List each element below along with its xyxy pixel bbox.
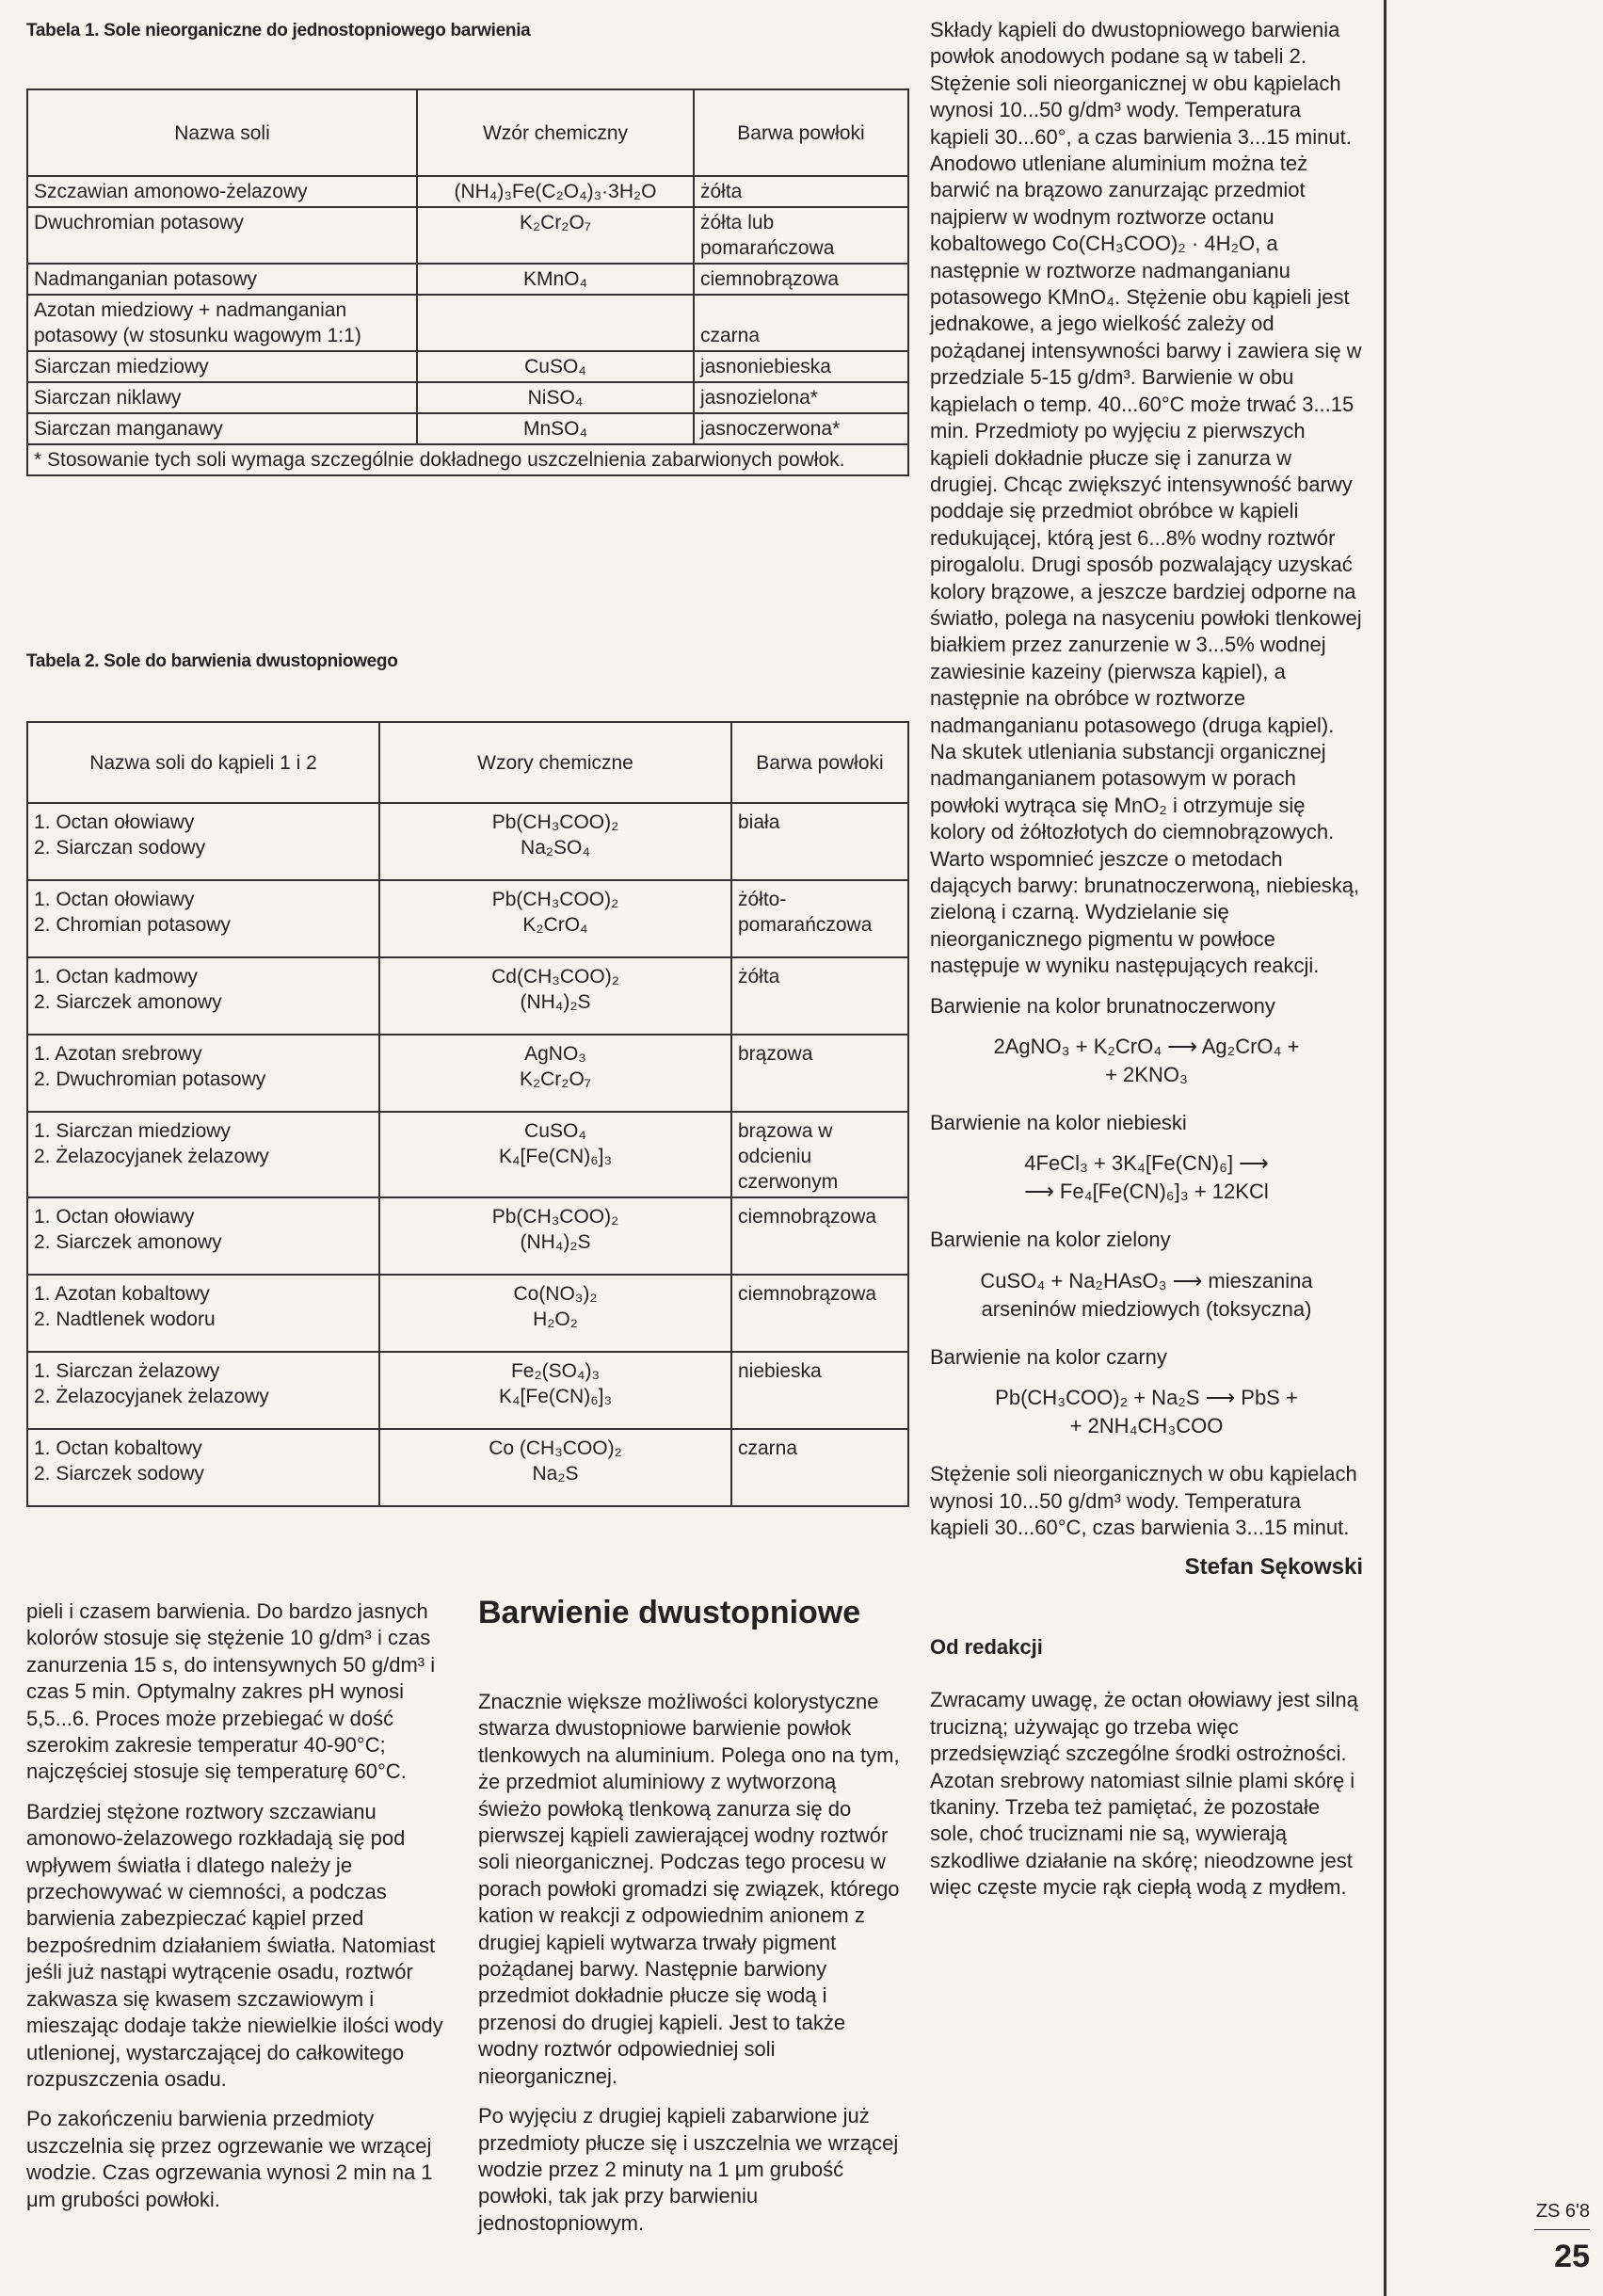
reaction-equation: 4FeCl₃ + 3K₄[Fe(CN)₆] ⟶ ⟶ Fe₄[Fe(CN)₆]₃ + 12KCl <box>1024 1151 1269 1204</box>
table-row <box>27 382 908 413</box>
color: jasnozielona* <box>694 382 908 413</box>
formulas: Pb(CH₃COO)₂ K₂CrO₄ <box>379 880 731 957</box>
table1-title: Tabela 1. Sole nieorganiczne do jednostopniowego barwienia <box>26 21 531 40</box>
formulas: Co (CH₃COO)₂ Na₂S <box>379 1429 731 1506</box>
middle-column <box>478 1689 902 2250</box>
salt-names: 1. Octan ołowiawy 2. Chromian potasowy <box>27 880 379 957</box>
salt-names: 1. Octan kobaltowy 2. Siarczek sodowy <box>27 1429 379 1506</box>
paragraph: Anodowo utleniane aluminium można też barwić na brązowo zanurzając przedmiot najpierw w wodnym roztworze octanu kobaltowego Co(CH₃COO)₂ · 4H₂O, a następnie w roztworze nadmanganianu potasowego KMnO₄. Stężenie obu kąpieli jest jednakowe, a jego wielkość zależy od pożądanej intensywności barwy i zawiera się w przedziale 5-15 g/dm³. Barwienie w obu kąpielach o temp. 40...60°C może trwać 3...15 min. Przedmioty po wyjęciu z pierwszych kąpieli dokładnie płucze się i zanurza w drugiej. Chcąc zwiększyć intensywność barwy poddaje się przedmiot obróbce w kąpieli redukującej, którą jest 6...8% wodny roztwór pirogalolu. Drugi sposób pozwalający uzyskać kolory brązowe, a jeszcze bardziej odporne na światło, polega na nasyceniu powłoki tlenkowej białkiem przez zanurzenie w 3...5% wodnej zawiesinie kazeiny (pierwsza kąpiel), a następnie na obróbce w roztworze nadmanganianu potasowego (druga kąpiel). Na skutek utleniania substancji organicznej nadmanganianem potasowym w porach powłoki wytrąca się MnO₂ i otrzymuje się kolory od żółtozłotych do ciemnobrązowych. <box>930 152 1362 844</box>
author: Stefan Sękowski <box>1184 1554 1363 1581</box>
table1-header: Nazwa soli <box>27 89 417 176</box>
formulas: Pb(CH₃COO)₂ Na₂SO₄ <box>379 803 731 880</box>
table-row <box>27 207 908 264</box>
table-row <box>27 1035 908 1112</box>
formula: NiSO₄ <box>417 382 694 413</box>
color: niebieska <box>731 1352 908 1429</box>
paragraph: Po wyjęciu z drugiej kąpieli zabarwione już przedmioty płucze się i uszczelnia we wrzącej wodzie przez 2 minuty na 1 μm grubość powłoki, tak jak przy barwieniu jednostopniowym. <box>478 2104 899 2235</box>
formula <box>417 295 694 351</box>
reaction-caption: Barwienie na kolor niebieski <box>930 1111 1187 1135</box>
salt-name: Siarczan miedziowy <box>27 351 417 382</box>
paragraph: pieli i czasem barwienia. Do bardzo jasnych kolorów stosuje się stężenie 10 g/dm³ i czas zanurzenia 15 s, do intensywnych 50 g/dm³ i czas 5 min. Optymalny zakres pH wynosi 5,5...6. Proces może przebiegać w dość szerokim zakresie temperatur 40-90°C; najczęściej stosuje się temperaturę 60°C. <box>26 1599 436 1784</box>
color: żółta lub pomarańczowa <box>694 207 908 264</box>
reaction-equation: Pb(CH₃COO)₂ + Na₂S ⟶ PbS + + 2NH₄CH₃COO <box>995 1386 1298 1438</box>
salt-names: 1. Octan kadmowy 2. Siarczek amonowy <box>27 957 379 1035</box>
table-row <box>27 1197 908 1275</box>
salt-name: Siarczan manganawy <box>27 413 417 444</box>
formula: MnSO₄ <box>417 413 694 444</box>
salt-name: Szczawian amonowo-żelazowy <box>27 176 417 207</box>
issue-label: ZS 6'8 <box>1535 2201 1590 2222</box>
color: ciemnobrązowa <box>731 1275 908 1352</box>
color: żółta <box>731 957 908 1035</box>
table-row <box>27 413 908 444</box>
salt-names: 1. Azotan srebrowy 2. Dwuchromian potasowy <box>27 1035 379 1112</box>
left-column <box>26 1598 459 2226</box>
table-row <box>27 351 908 382</box>
formula: (NH₄)₃Fe(C₂O₄)₃·3H₂O <box>417 176 694 207</box>
paragraph: Po zakończeniu barwienia przedmioty uszczelnia się przez ogrzewanie we wrzącej wodzie. Czas ogrzewania wynosi 2 min na 1 μm grubości powłoki. <box>26 2107 433 2211</box>
editorial-heading: Od redakcji <box>930 1634 1043 1659</box>
paragraph: Warto wspomnieć jeszcze o metodach dających barwy: brunatnoczerwoną, niebieską, zieloną i czarną. Wydzielanie się nieorganicznego pigmentu w powłoce następuje w wyniku następujących reakcji. <box>930 846 1360 978</box>
formulas: Pb(CH₃COO)₂ (NH₄)₂S <box>379 1197 731 1275</box>
formulas: Fe₂(SO₄)₃ K₄[Fe(CN)₆]₃ <box>379 1352 731 1429</box>
formula: KMnO₄ <box>417 264 694 295</box>
table1-footnote: * Stosowanie tych soli wymaga szczególnie dokładnego uszczelnienia zabarwionych powłok. <box>27 444 908 475</box>
color: czarna <box>731 1429 908 1506</box>
reaction-equation: CuSO₄ + Na₂HAsO₃ ⟶ mieszanina arseninów miedziowych (toksyczna) <box>980 1268 1313 1321</box>
color: biała <box>731 803 908 880</box>
table2-header: Wzory chemiczne <box>379 722 731 803</box>
color: brązowa <box>731 1035 908 1112</box>
table2-header: Barwa powłoki <box>731 722 908 803</box>
salt-name: Siarczan niklawy <box>27 382 417 413</box>
table-row <box>27 1275 908 1352</box>
color: brązowa w odcieniu czerwonym <box>731 1112 908 1197</box>
table-row <box>27 264 908 295</box>
table-row <box>27 880 908 957</box>
salt-names: 1. Siarczan żelazowy 2. Żelazocyjanek żelazowy <box>27 1352 379 1429</box>
table2-title: Tabela 2. Sole do barwienia dwustopniowego <box>26 651 398 671</box>
table2 <box>26 721 909 1507</box>
color: jasnoczerwona* <box>694 413 908 444</box>
salt-names: 1. Azotan kobaltowy 2. Nadtlenek wodoru <box>27 1275 379 1352</box>
formulas: CuSO₄ K₄[Fe(CN)₆]₃ <box>379 1112 731 1197</box>
page-number: 25 <box>1554 2239 1590 2274</box>
table-row <box>27 295 908 351</box>
table-row <box>27 957 908 1035</box>
formula: K₂Cr₂O₇ <box>417 207 694 264</box>
salt-name: Azotan miedziowy + nadmanganian potasowy (w stosunku wagowym 1:1) <box>27 295 417 351</box>
paragraph: Stężenie soli nieorganicznych w obu kąpielach wynosi 10...50 g/dm³ wody. Temperatura kąpieli 30...60°C, czas barwienia 3...15 minut. <box>930 1462 1357 1540</box>
table1-header: Barwa powłoki <box>694 89 908 176</box>
right-column <box>930 17 1363 1915</box>
column-rule <box>1384 0 1387 2296</box>
color: ciemnobrązowa <box>731 1197 908 1275</box>
section-heading: Barwienie dwustopniowe <box>478 1595 861 1630</box>
paragraph: Składy kąpieli do dwustopniowego barwienia powłok anodowych podane są w tabeli 2. Stężenie soli nieorganicznej w obu kąpielach wynosi 10...50 g/dm³ wody. Temperatura kąpieli 30...60°, a czas barwienia 3...15 minut. <box>930 18 1352 149</box>
folio-rule <box>1534 2229 1590 2230</box>
salt-name: Nadmanganian potasowy <box>27 264 417 295</box>
table-row <box>27 803 908 880</box>
formulas: Cd(CH₃COO)₂ (NH₄)₂S <box>379 957 731 1035</box>
editorial-note: Zwracamy uwagę, że octan ołowiawy jest silną trucizną; używając go trzeba więc przedsięwziąć szczególne środki ostrożności. Azotan srebrowy natomiast silnie plami skórę i tkaniny. Trzeba też pamiętać, że pozostałe sole, choć truciznami nie są, wywierają szkodliwe działanie na skórę; nieodzowne jest więc częste mycie rąk ciepłą wodą z mydłem. <box>930 1688 1358 1900</box>
reaction-caption: Barwienie na kolor zielony <box>930 1228 1171 1252</box>
reaction-caption: Barwienie na kolor brunatnoczerwony <box>930 993 1275 1018</box>
formulas: AgNO₃ K₂Cr₂O₇ <box>379 1035 731 1112</box>
color: czarna <box>694 295 908 351</box>
table2-header: Nazwa soli do kąpieli 1 i 2 <box>27 722 379 803</box>
paragraph: Bardziej stężone roztwory szczawianu amonowo-żelazowego rozkładają się pod wpływem światła i dlatego należy je przechowywać w ciemności, a podczas barwienia zabezpieczać kąpiel przed bezpośrednim działaniem światła. Natomiast jeśli już nastąpi wytrącenie osadu, roztwór zakwasza się kwasem szczawiowym i mieszając dodaje także niewielkie ilości wody utlenionej, wystarczającej do całkowitego rozpuszczenia osadu. <box>26 1799 443 2091</box>
table-row <box>27 1112 908 1197</box>
salt-names: 1. Octan ołowiawy 2. Siarczek amonowy <box>27 1197 379 1275</box>
salt-name: Dwuchromian potasowy <box>27 207 417 264</box>
table1 <box>26 88 909 476</box>
paragraph: Znacznie większe możliwości kolorystyczne stwarza dwustopniowe barwienie powłok tlenkowych na aluminium. Polega ono na tym, że przedmiot aluminiowy z wytworzoną świeżo powłoką tlenkową zanurza się do pierwszej kąpieli zawierającej wodny roztwór soli nieorganicznej. Podczas tego procesu w porach powłoki gromadzi się związek, którego kation w reakcji z odpowiednim anionem z drugiej kąpieli wytwarza trwały pigment pożądanej barwy. Następnie barwiony przedmiot dokładnie płucze się wodą i przenosi do drugiej kąpieli. Jest to także wodny roztwór odpowiedniej soli nieorganicznej. <box>478 1690 900 2088</box>
color: ciemnobrązowa <box>694 264 908 295</box>
reaction-caption: Barwienie na kolor czarny <box>930 1344 1167 1369</box>
color: jasnoniebieska <box>694 351 908 382</box>
table-row <box>27 1352 908 1429</box>
salt-names: 1. Octan ołowiawy 2. Siarczan sodowy <box>27 803 379 880</box>
table-row <box>27 176 908 207</box>
table1-header: Wzór chemiczny <box>417 89 694 176</box>
salt-names: 1. Siarczan miedziowy 2. Żelazocyjanek żelazowy <box>27 1112 379 1197</box>
table-row <box>27 1429 908 1506</box>
color: żółto-pomarańczowa <box>731 880 908 957</box>
reaction-equation: 2AgNO₃ + K₂CrO₄ ⟶ Ag₂CrO₄ + + 2KNO₃ <box>993 1035 1300 1087</box>
color: żółta <box>694 176 908 207</box>
formulas: Co(NO₃)₂ H₂O₂ <box>379 1275 731 1352</box>
formula: CuSO₄ <box>417 351 694 382</box>
